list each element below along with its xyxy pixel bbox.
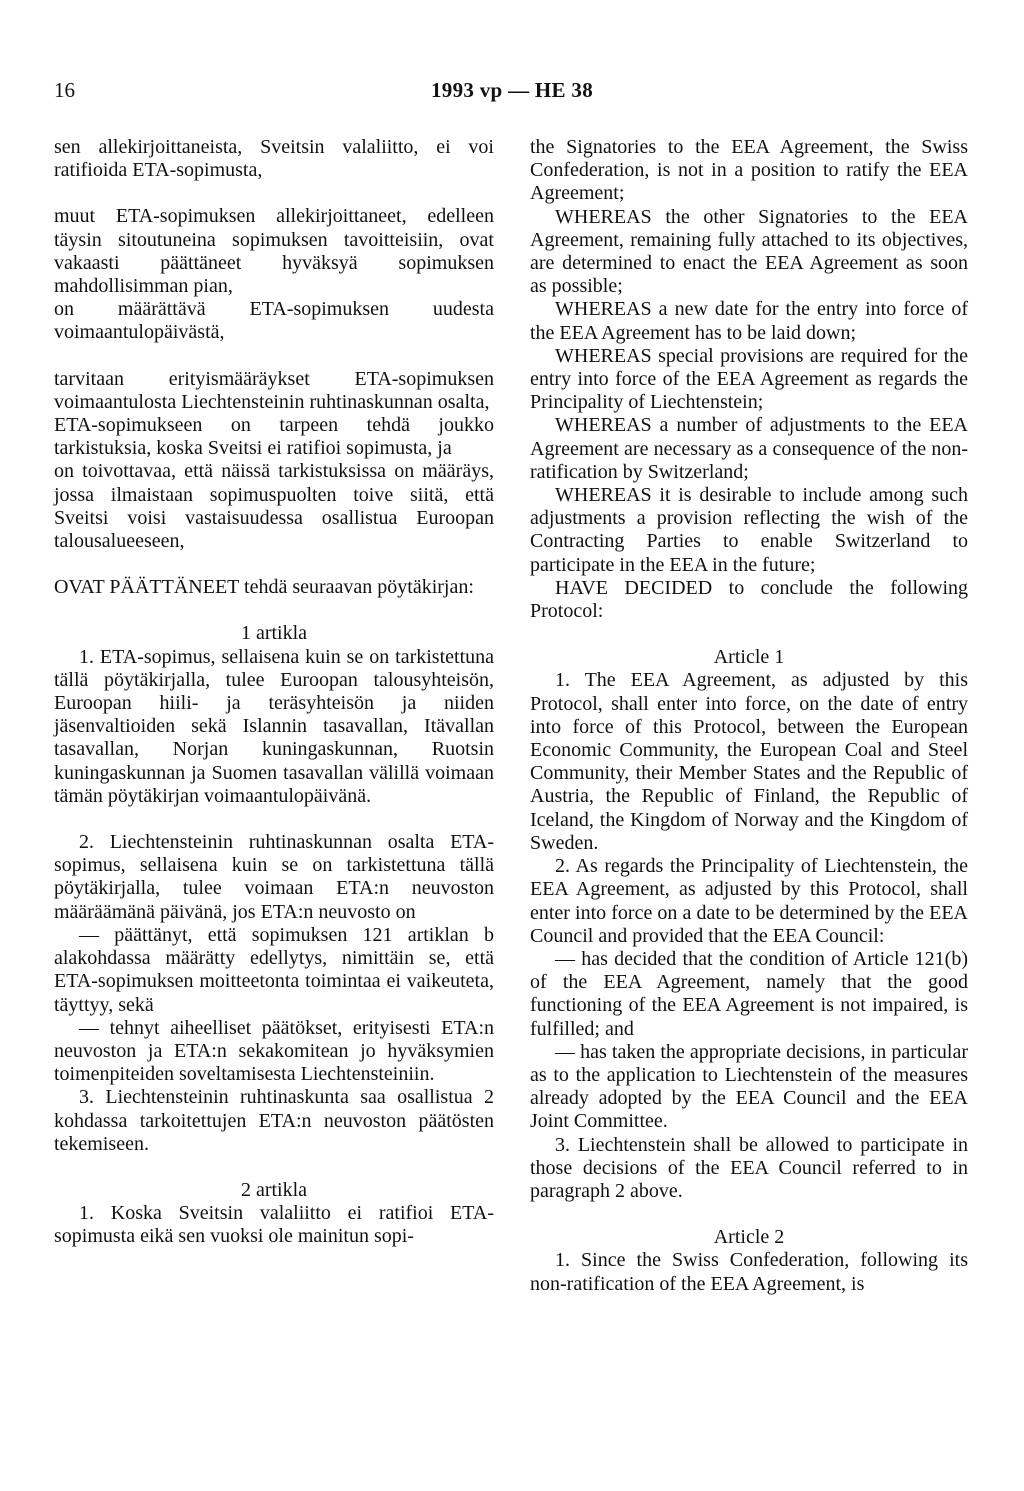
fi-recital-6: on toivottavaa, että näissä tarkistuksissa on määräys, jossa ilmaistaan sopimuspuolten toive siitä, että Sveitsi voisi vastaisuudessa osallistua Euroopan talousalueeseen, [54,460,494,553]
fi-article-1-para-2b: — tehnyt aiheelliset päätökset, erityisesti ETA:n neuvoston ja ETA:n sekakomitean jo hyväksymien toimenpiteiden soveltamisesta Liechtensteiniin. [54,1016,494,1086]
fi-article-1-heading: 1 artikla [240,622,308,645]
en-article-2-para-1: 1. Since the Swiss Confederation, following its non-ratification of the EEA Agreement, is [530,1249,968,1295]
fi-article-1-para-2: 2. Liechtensteinin ruhtinaskunnan osalta ETA-sopimus, sellaisena kuin se on tarkistettuna tällä pöytäkirjalla, tulee voimaan ETA:n neuvoston määräämänä päivänä, jos ETA:n neuvosto on [54,831,494,923]
en-article-1-para-2a: — has decided that the condition of Article 121(b) of the EEA Agreement, namely that the good functioning of the EEA Agreement is not impaired, is fulfilled; and [530,947,968,1040]
fi-article-1-para-1: 1. ETA-sopimus, sellaisena kuin se on tarkistettuna tällä pöytäkirjalla, tulee Euroopan talousyhteisön, Euroopan hiili- ja teräsyhteisön ja niiden jäsenvaltioiden sekä Islannin tasavallan, Itävallan tasavallan, Norjan kuningaskunnan, Ruotsin kuningaskunnan ja Suomen tasavallan välillä voimaan tämän pöytäkirjan voimaantulopäivänä. [54,645,494,807]
en-article-1-para-3: 3. Liechtenstein shall be allowed to participate in those decisions of the EEA Council referred to in paragraph 2 above. [530,1133,968,1202]
page-header [0,74,1024,104]
en-article-1-para-2: 2. As regards the Principality of Liechtenstein, the EEA Agreement, as adjusted by this Protocol, shall enter into force on a date to be determined by the EEA Council and provided that the EEA Council: [530,855,968,947]
en-recital-1: the Signatories to the EEA Agreement, the Swiss Confederation, is not in a position to ratify the EEA Agreement; [530,136,968,205]
en-article-2-heading: Article 2 [713,1226,785,1249]
fi-recital-3: on määrättävä ETA-sopimuksen uudesta voimaantulopäivästä, [54,298,494,344]
fi-article-2-heading: 2 artikla [240,1178,308,1201]
en-recital-2: WHEREAS the other Signatories to the EEA Agreement, remaining fully attached to its objectives, are determined to enact the EEA Agreement as soon as possible; [530,205,968,298]
en-decision: HAVE DECIDED to conclude the following Protocol: [530,576,968,623]
en-recital-3: WHEREAS a new date for the entry into force of the EEA Agreement has to be laid down; [530,298,968,344]
page-number: 16 [54,78,75,102]
english-column [530,136,968,1296]
en-article-1-para-1: 1. The EEA Agreement, as adjusted by this Protocol, shall enter into force, on the date of entry into force of this Protocol, between the European Economic Community, the European Coal and Steel Community, their Member States and the Republic of Austria, the Republic of Finland, the Republic of Iceland, the Kingdom of Norway and the Kingdom of Sweden. [530,669,968,854]
fi-recital-2: muut ETA-sopimuksen allekirjoittaneet, edelleen täysin sitoutuneina sopimuksen tavoitteisiin, ovat vakaasti päättäneet hyväksyä sopimuksen mahdollisimman pian, [54,205,494,298]
en-recital-4: WHEREAS special provisions are required for the entry into force of the EEA Agreement as regards the Principality of Liechtenstein; [530,344,968,414]
en-article-1-para-2b: — has taken the appropriate decisions, in particular as to the application to Liechtenstein of the measures already adopted by the EEA Council and the EEA Joint Committee. [530,1040,968,1133]
fi-decision: OVAT PÄÄTTÄNEET tehdä seuraavan pöytäkirjan: [54,576,474,599]
running-title: 1993 vp — HE 38 [430,78,594,102]
en-article-1-heading: Article 1 [713,646,785,669]
fi-article-2-para-1: 1. Koska Sveitsin valaliitto ei ratifioi ETA-sopimusta eikä sen vuoksi ole mainitun sopi- [54,1202,494,1248]
en-recital-5: WHEREAS a number of adjustments to the EEA Agreement are necessary as a consequence of the non-ratification by Switzerland; [530,414,968,483]
en-recital-6: WHEREAS it is desirable to include among such adjustments a provision reflecting the wish of the Contracting Parties to enable Switzerland to participate in the EEA in the future; [530,484,968,576]
fi-recital-5: ETA-sopimukseen on tarpeen tehdä joukko tarkistuksia, koska Sveitsi ei ratifioi sopimusta, ja [54,414,494,460]
fi-recital-4: tarvitaan erityismääräykset ETA-sopimuksen voimaantulosta Liechtensteinin ruhtinaskunnan osalta, [54,367,494,413]
fi-article-1-para-3: 3. Liechtensteinin ruhtinaskunta saa osallistua 2 kohdassa tarkoitettujen ETA:n neuvoston päätösten tekemiseen. [54,1086,494,1155]
finnish-column [54,136,494,1249]
fi-recital-1: sen allekirjoittaneista, Sveitsin valaliitto, ei voi ratifioida ETA-sopimusta, [54,136,494,182]
fi-article-1-para-2a: — päättänyt, että sopimuksen 121 artiklan b alakohdassa määrätty edellytys, nimittäin se, että ETA-sopimuksen moitteetonta toimintaa ei vaikeuteta, täyttyy, sekä [54,923,494,1016]
